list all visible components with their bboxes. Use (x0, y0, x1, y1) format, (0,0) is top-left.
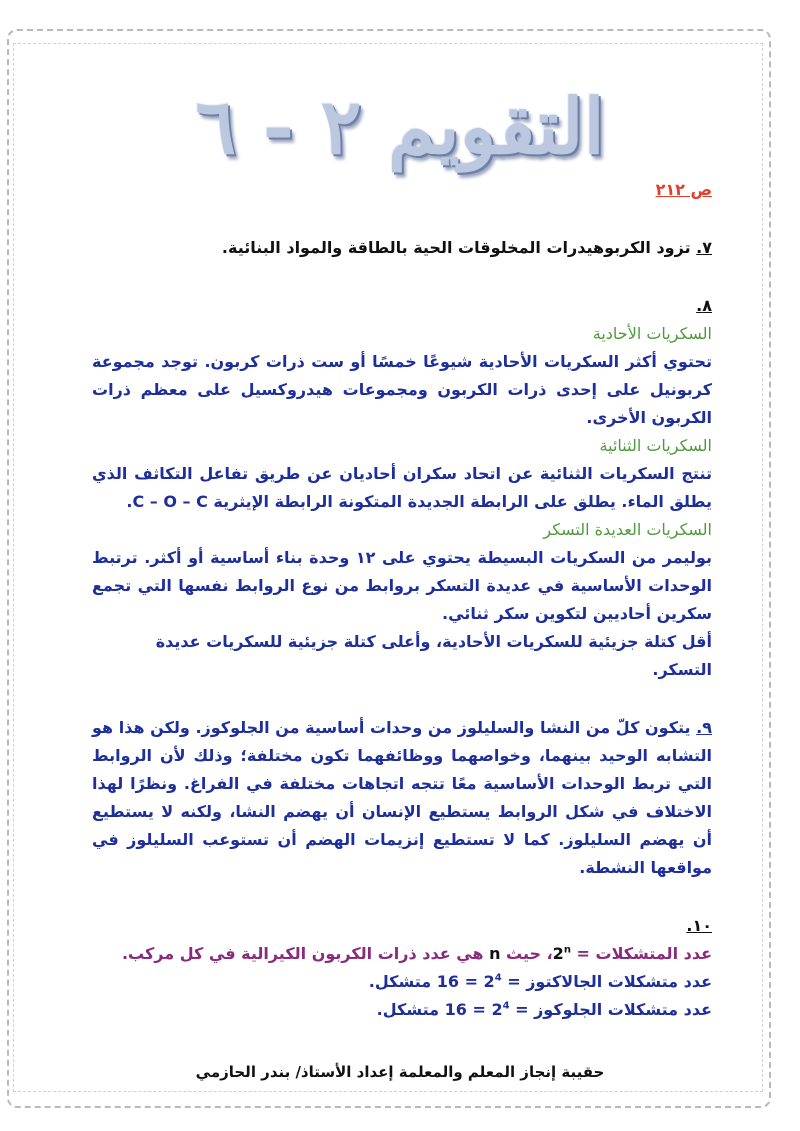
question-8 (92, 292, 712, 684)
question-9 (92, 714, 712, 882)
page-footer: حقيبة إنجاز المعلم والمعلمة إعداد الأستاذ/ بندر الحازمي (195, 1063, 605, 1081)
galactose-power (484, 972, 502, 991)
question-number: ٧. (696, 238, 712, 257)
answer-text: يتكون كلّ من النشا والسليلوز من وحدات أساسية من الجلوكوز. ولكن هذا هو التشابه الوحيد بينهما، وخواصهما ووظائفهما تكون مختلفة؛ وذلك لأن الروابط التي تربط الوحدات الأساسية معًا تتجه اتجاهات مختلفة في الفراغ. ونظرًا لهذا الاختلاف في شكل الروابط يستطيع الإنسان أن يهضم النشا، ولكنه لا يستطيع أن يهضم السليلوز. كما لا تستطيع إنزيمات الهضم أن تستوعب السليلوز في مواقعها النشطة. (92, 718, 712, 877)
formula-where: ، حيث (500, 944, 553, 963)
formula-variable: n (489, 944, 501, 963)
glucose-exponent: 4 (502, 1000, 510, 1012)
document-body (92, 170, 712, 1024)
formula-power (553, 944, 571, 963)
galactose-exponent: 4 (494, 972, 502, 984)
answer-text: تزود الكربوهيدرات المخلوقات الحية بالطاقة والمواد البنائية. (221, 238, 697, 257)
question-number: ٨. (696, 296, 712, 315)
question-7 (92, 234, 712, 262)
question-number: ٩. (696, 718, 712, 737)
formula-base: 2 (552, 944, 564, 963)
formula-description: هي عدد ذرات الكربون الكيرالية في كل مركب. (121, 944, 490, 963)
glucose-power (491, 1000, 509, 1019)
question-number: ١٠. (686, 916, 712, 935)
molecular-mass-text: أقل كتلة جزيئية للسكريات الأحادية، وأعلى كتلة جزيئية للسكريات عديدة التسكر. (155, 632, 712, 679)
isomers-formula (92, 940, 712, 968)
page-title: التقويم ٢ - ٦ (195, 82, 605, 171)
disaccharides-text: تنتج السكريات الثنائية عن اتحاد سكران أحاديان عن طريق تفاعل التكاثف الذي يطلق الماء. يطلق على الرابطة الجديدة المتكونة الرابطة الإيثرية C – O – C. (92, 464, 712, 511)
galactose-isomers (92, 968, 712, 996)
formula-exponent: n (563, 944, 571, 956)
galactose-label: عدد متشكلات الجالاكتوز = (501, 972, 712, 991)
question-10 (92, 912, 712, 1024)
glucose-label: عدد متشكلات الجلوكوز = (509, 1000, 712, 1019)
glucose-isomers (92, 996, 712, 1024)
galactose-base: 2 (483, 972, 495, 991)
page-reference: ص ٢١٢ (655, 180, 712, 199)
glucose-base: 2 (491, 1000, 503, 1019)
section-heading-polysaccharides: السكريات العديدة التسكر (543, 520, 712, 539)
section-heading-monosaccharides: السكريات الأحادية (592, 324, 712, 343)
galactose-result: = 16 متشكل. (368, 972, 484, 991)
glucose-result: = 16 متشكل. (376, 1000, 492, 1019)
section-heading-disaccharides: السكريات الثنائية (599, 436, 712, 455)
polysaccharides-text: بوليمر من السكريات البسيطة يحتوي على ١٢ وحدة بناء أساسية أو أكثر. ترتبط الوحدات الأساسية في عديدة التسكر بروابط من نوع الروابط نفسها التي تجمع سكرين أحاديين لتكوين سكر ثنائي. (92, 548, 712, 623)
monosaccharides-text: تحتوي أكثر السكريات الأحادية شيوعًا خمسًا أو ست ذرات كربون. توجد مجموعة كربونيل على إحدى ذرات الكربون ومجموعات هيدروكسيل على معظم ذرات الكربون الأخرى. (92, 352, 712, 427)
formula-label: عدد المتشكلات = (570, 944, 712, 963)
